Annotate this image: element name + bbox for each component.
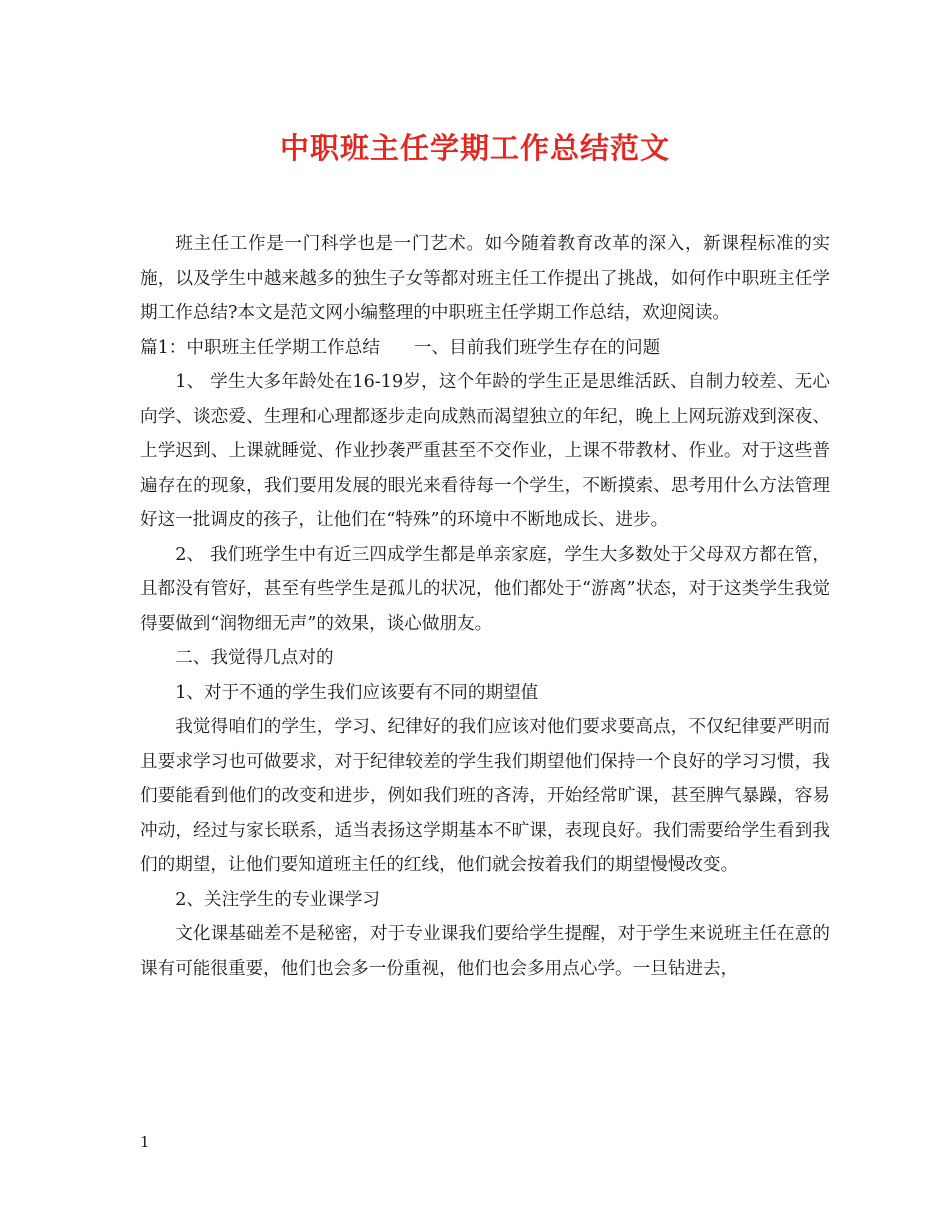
section2-heading: 二、我觉得几点对的 bbox=[175, 648, 334, 668]
intro-paragraph: 班主任工作是一门科学也是一门艺术。如今随着教育改革的深入，新课程标准的实施，以及学生中越来越多的独生子女等都对班主任工作提出了挑战，如何作中职班主任学期工作总结?本文是范文网小编整理的中职班主任学期工作总结，欢迎阅读。 bbox=[140, 234, 830, 323]
article-heading-line bbox=[140, 331, 830, 366]
document-body bbox=[140, 227, 830, 986]
article-label: 篇1：中职班主任学期工作总结 bbox=[140, 337, 380, 358]
section2-sub1-heading: 1、对于不通的学生我们应该要有不同的期望值 bbox=[175, 682, 539, 703]
section1-item1: 1、 学生大多年龄处在16-19岁，这个年龄的学生正是思维活跃、自制力较差、无心向学、谈恋爱、生理和心理都逐步走向成熟而渴望独立的年纪，晚上上网玩游戏到深夜、上学迟到、上课就睡觉、作业抄袭严重甚至不交作业，上课不带教材、作业。对于这些普遍存在的现象，我们要用发展的眼光来看待每一个学生，不断摸索、思考用什么方法管理好这一批调皮的孩子，让他们在“特殊”的环境中不断地成长、进步。 bbox=[140, 372, 830, 530]
section2-sub1-text: 我觉得咱们的学生，学习、纪律好的我们应该对他们要求要高点，不仅纪律要严明而且要求学习也可做要求，对于纪律较差的学生我们期望他们保持一个良好的学习习惯，我们要能看到他们的改变和进步，例如我们班的吝涛，开始经常旷课，甚至脾气暴躁，容易冲动，经过与家长联系，适当表扬这学期基本不旷课，表现良好。我们需要给学生看到我们的期望，让他们要知道班主任的红线，他们就会按着我们的期望慢慢改变。 bbox=[140, 717, 830, 875]
section1-item2: 2、 我们班学生中有近三四成学生都是单亲家庭，学生大多数处于父母双方都在管，且都没有管好，甚至有些学生是孤儿的状况，他们都处于“游离”状态，对于这类学生我觉得要做到“润物细无声”的效果，谈心做朋友。 bbox=[140, 544, 830, 634]
section2-sub2-text: 文化课基础差不是秘密，对于专业课我们要给学生提醒，对于学生来说班主任在意的课有可能很重要，他们也会多一份重视，他们也会多用点心学。一旦钻进去， bbox=[140, 924, 830, 979]
section2-sub2-heading: 2、关注学生的专业课学习 bbox=[175, 889, 380, 910]
page-number: 1 bbox=[140, 1133, 150, 1151]
document-title: 中职班主任学期工作总结范文 bbox=[279, 131, 670, 165]
section1-heading: 一、目前我们班学生存在的问题 bbox=[413, 337, 661, 358]
